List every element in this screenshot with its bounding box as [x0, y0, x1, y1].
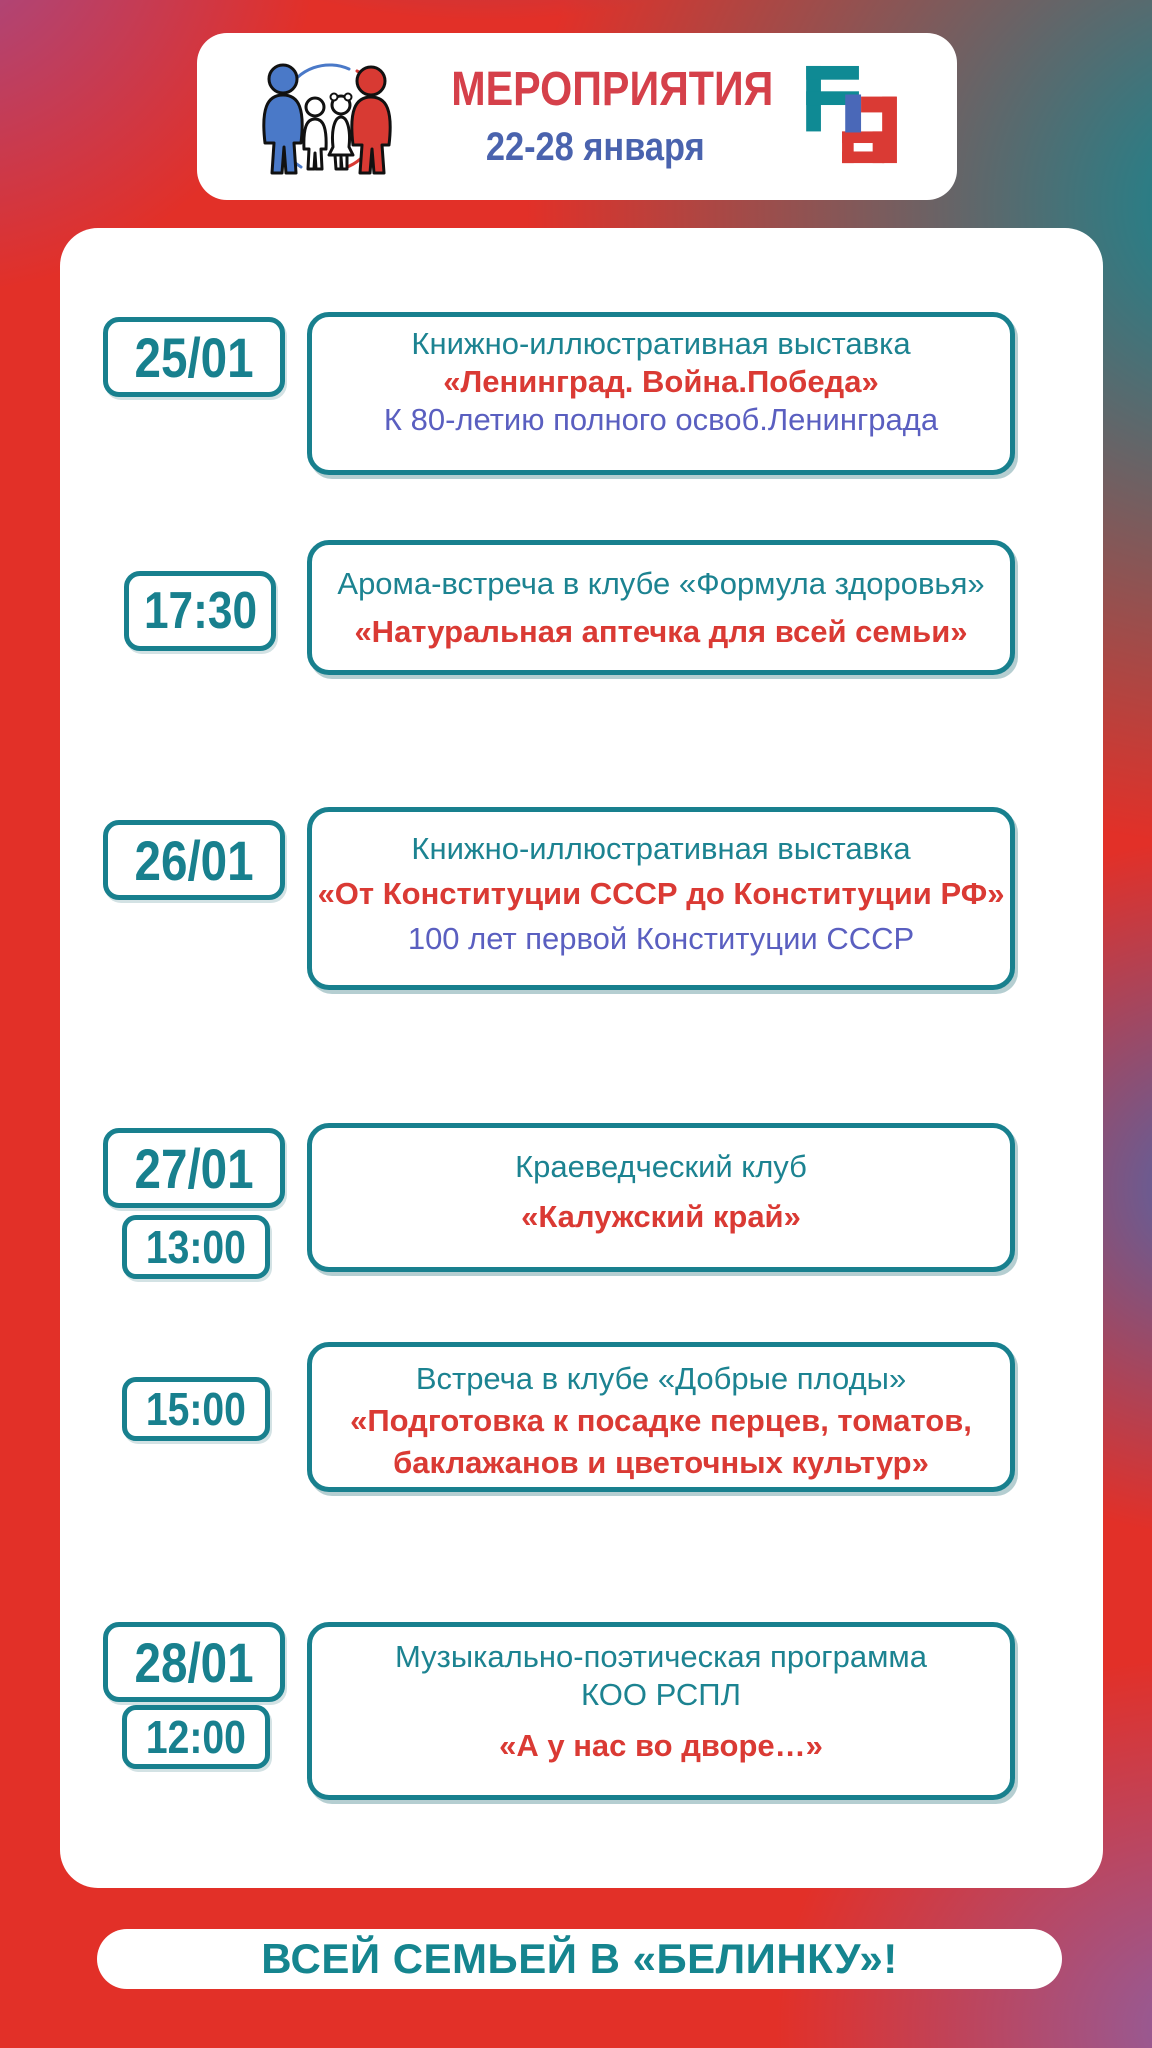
event-date-badge: 28/01	[103, 1622, 285, 1702]
event-description-box	[307, 1342, 1015, 1492]
event-description-box	[307, 540, 1015, 675]
poster-title: МЕРОПРИЯТИЯ	[451, 63, 774, 116]
footer-banner	[97, 1929, 1062, 1989]
event-description-box	[307, 1123, 1015, 1272]
event-time-badge: 15:00	[122, 1377, 270, 1441]
event-date-badge: 25/01	[103, 317, 285, 397]
event-line: баклажанов и цветочных культур»	[393, 1445, 929, 1480]
header-text	[425, 63, 774, 169]
belinka-library-logo-icon	[803, 63, 898, 165]
event-line: «От Конституции СССР до Конституции РФ»	[317, 876, 1005, 911]
event-line: «Калужский край»	[521, 1199, 801, 1234]
event-line: «А у нас во дворе…»	[499, 1728, 823, 1763]
event-line: Арома-встреча в клубе «Формула здоровья»	[337, 565, 985, 601]
event-date-badge: 27/01	[103, 1128, 285, 1208]
event-line: «Ленинград. Война.Победа»	[443, 364, 879, 399]
event-description-box	[307, 1622, 1015, 1800]
event-line: К 80-летию полного освоб.Ленинграда	[383, 402, 939, 437]
event-time-badge: 12:00	[122, 1705, 270, 1769]
family-icon	[249, 51, 407, 183]
event-date-badge: 26/01	[103, 820, 285, 900]
event-line: Книжно-иллюстративная выставка	[411, 326, 911, 361]
event-line: Краеведческий клуб	[515, 1149, 807, 1184]
poster-date-range: 22-28 января	[485, 125, 705, 169]
event-description-box	[307, 312, 1015, 475]
event-time-badge: 13:00	[122, 1215, 270, 1279]
event-line: Книжно-иллюстративная выставка	[411, 831, 911, 866]
header-card	[197, 33, 957, 200]
event-line: «Натуральная аптечка для всей семьи»	[354, 613, 968, 649]
event-description-box	[307, 807, 1015, 990]
event-line: Музыкально-поэтическая программа	[395, 1639, 927, 1674]
event-time-badge: 17:30	[124, 571, 276, 651]
event-line: КОО РСПЛ	[581, 1677, 741, 1712]
footer-slogan: ВСЕЙ СЕМЬЕЙ В «БЕЛИНКУ»!	[261, 1935, 898, 1982]
event-line: «Подготовка к посадке перцев, томатов,	[350, 1403, 972, 1438]
events-card	[60, 228, 1103, 1888]
event-line: Встреча в клубе «Добрые плоды»	[415, 1361, 907, 1396]
event-line: 100 лет первой Конституции СССР	[407, 921, 915, 956]
